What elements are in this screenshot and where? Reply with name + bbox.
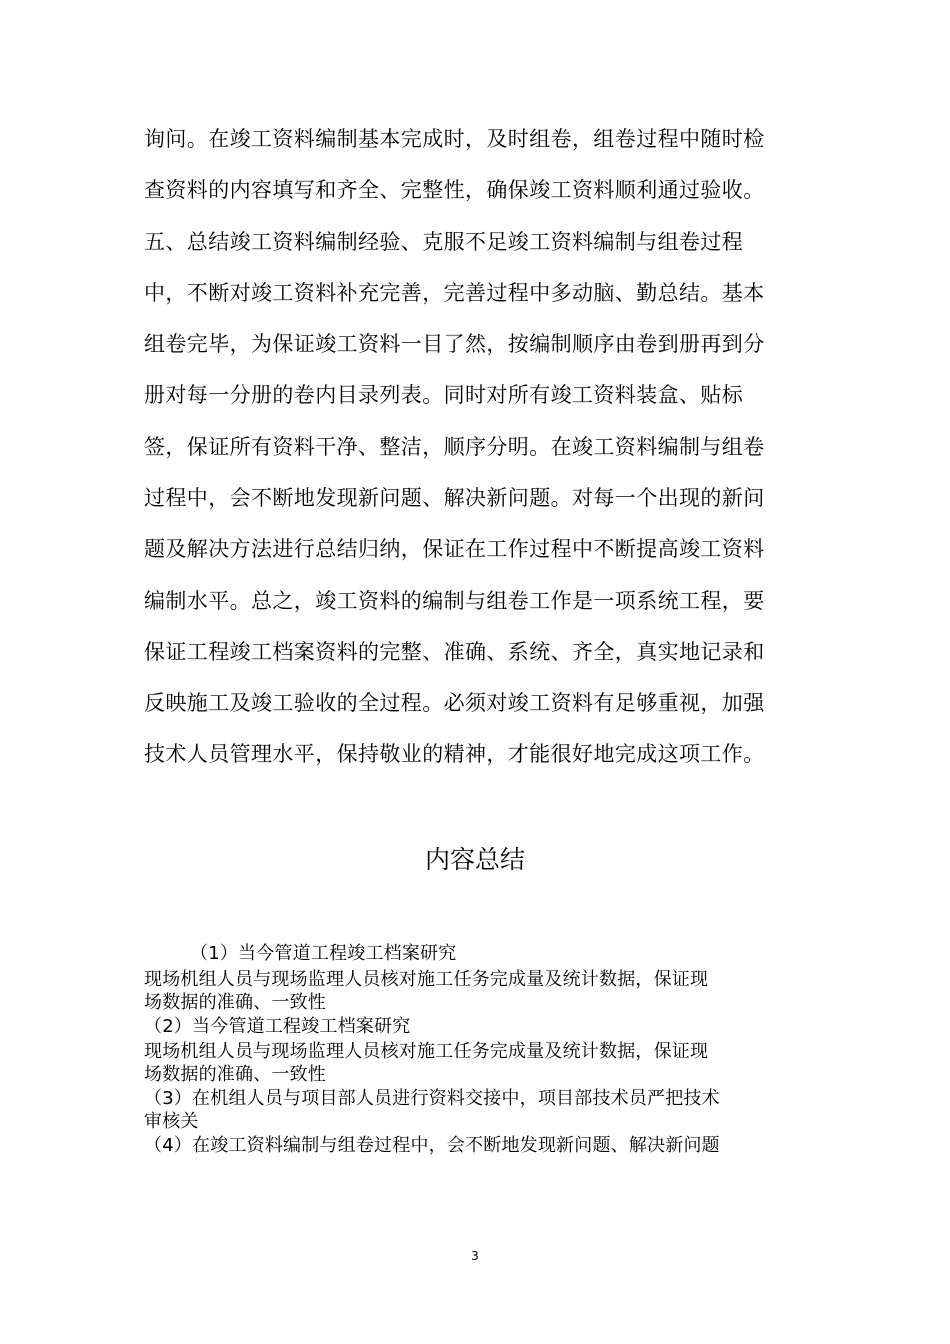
body-text-line: 组卷完毕，为保证竣工资料一目了然，按编制顺序由卷到册再到分 — [144, 332, 765, 356]
page-number: 3 — [471, 1249, 479, 1263]
summary-title: 内容总结 — [424, 845, 525, 874]
body-text-line: 编制水平。总之，竣工资料的编制与组卷工作是一项系统工程，要 — [144, 589, 765, 613]
body-text-line: 册对每一分册的卷内目录列表。同时对所有竣工资料装盒、贴标 — [144, 383, 744, 407]
body-text-line: 题及解决方法进行总结归纳，保证在工作过程中不断提高竣工资料 — [144, 537, 765, 561]
body-text-line: 技术人员管理水平，保持敬业的精神，才能很好地完成这项工作。 — [144, 742, 765, 766]
summary-line: 审核关 — [144, 1111, 199, 1132]
summary-line: 场数据的准确、一致性 — [144, 1064, 326, 1085]
summary-line: （3）在机组人员与项目部人员进行资料交接中，项目部技术员严把技术 — [144, 1088, 720, 1109]
summary-line: 场数据的准确、一致性 — [144, 992, 326, 1013]
body-text-line: 过程中，会不断地发现新问题、解决新问题。对每一个出现的新问 — [144, 486, 765, 510]
summary-line: 现场机组人员与现场监理人员核对施工任务完成量及统计数据，保证现 — [144, 1041, 709, 1062]
body-text-line: 中，不断对竣工资料补充完善，完善过程中多动脑、勤总结。基本 — [144, 281, 765, 305]
body-text-line: 询问。在竣工资料编制基本完成时，及时组卷，组卷过程中随时检 — [144, 127, 765, 151]
summary-line: （4）在竣工资料编制与组卷过程中，会不断地发现新问题、解决新问题 — [144, 1135, 720, 1156]
body-text-line: 保证工程竣工档案资料的完整、准确、系统、齐全，真实地记录和 — [144, 640, 765, 664]
body-text-line: 反映施工及竣工验收的全过程。必须对竣工资料有足够重视，加强 — [144, 691, 765, 715]
summary-line: （1）当今管道工程竣工档案研究 — [190, 943, 457, 964]
summary-line: 现场机组人员与现场监理人员核对施工任务完成量及统计数据，保证现 — [144, 969, 709, 990]
body-text-line: 五、总结竣工资料编制经验、克服不足竣工资料编制与组卷过程 — [144, 230, 744, 254]
body-text-line: 查资料的内容填写和齐全、完整性，确保竣工资料顺利通过验收。 — [144, 178, 765, 202]
summary-line: （2）当今管道工程竣工档案研究 — [144, 1016, 411, 1037]
body-text-line: 签，保证所有资料干净、整洁，顺序分明。在竣工资料编制与组卷 — [144, 435, 765, 459]
